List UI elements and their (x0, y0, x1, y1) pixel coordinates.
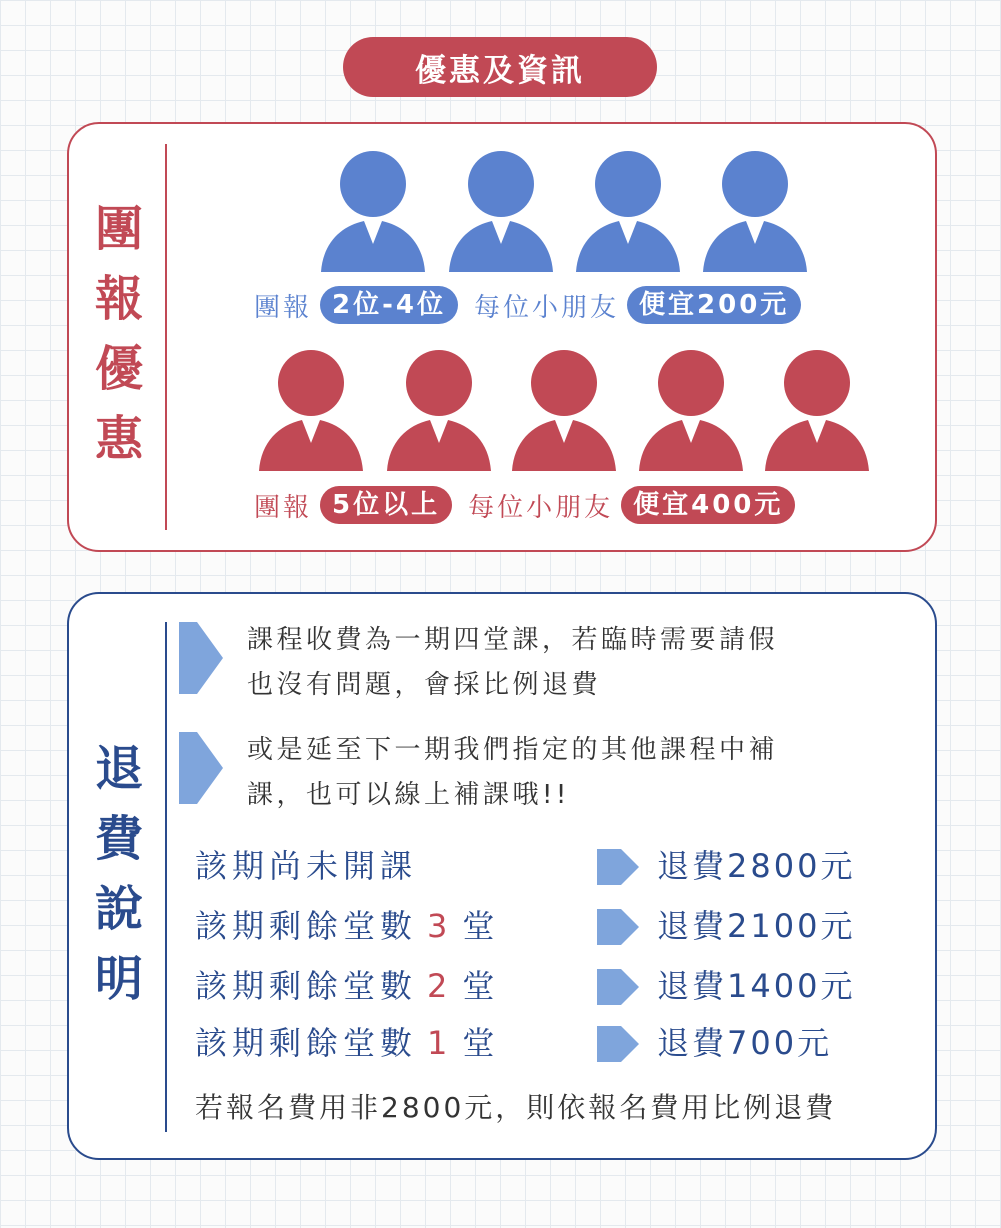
refund-condition: 該期剩餘堂數 (195, 967, 418, 1005)
refund-amount: 退費2800元 (657, 847, 856, 885)
divider-line (165, 144, 167, 530)
unit-label: 堂 (462, 967, 500, 1005)
tier2-range-badge: 5位以上 (320, 486, 452, 524)
tier1-range-badge: 2位-4位 (320, 286, 458, 324)
group-discount-card (67, 122, 937, 552)
arrow-right-icon (175, 728, 227, 808)
person-icon (510, 347, 618, 472)
refund-amount: 退費700元 (657, 1024, 833, 1062)
tier2-discount-badge: 便宜400元 (621, 486, 795, 524)
refund-note: 或是延至下一期我們指定的其他課程中補 課，也可以線上補課哦!! (175, 728, 915, 818)
refund-condition: 該期剩餘堂數 (195, 907, 418, 945)
refund-row (195, 901, 895, 951)
refund-condition: 該期剩餘堂數 (195, 1024, 418, 1062)
refund-row (195, 1018, 895, 1068)
person-icon (701, 148, 809, 273)
remaining-count: 2 (427, 967, 453, 1005)
person-icon (447, 148, 555, 273)
tier2-per-child: 每位小朋友 (468, 492, 614, 523)
refund-amount: 退費1400元 (657, 967, 856, 1005)
refund-row (195, 961, 895, 1011)
page-title: 優惠及資訊 (343, 37, 657, 97)
tier2-info (254, 485, 811, 525)
refund-note: 課程收費為一期四堂課，若臨時需要請假 也沒有問題，會採比例退費 (175, 618, 915, 708)
refund-heading: 退 費 說 明 (94, 741, 143, 1007)
refund-condition: 該期尚未開課 (195, 847, 418, 885)
arrow-right-icon (595, 907, 643, 947)
group-discount-heading: 團 報 優 惠 (94, 201, 143, 467)
refund-row (195, 841, 895, 891)
refund-policy-card (67, 592, 937, 1160)
tier1-discount-badge: 便宜200元 (627, 286, 801, 324)
person-icon (637, 347, 745, 472)
arrow-right-icon (595, 1024, 643, 1064)
arrow-right-icon (595, 847, 643, 887)
unit-label: 堂 (462, 907, 500, 945)
arrow-right-icon (595, 967, 643, 1007)
person-icon (319, 148, 427, 273)
person-icon (574, 148, 682, 273)
person-icon (385, 347, 493, 472)
tier1-label: 團報 (254, 292, 313, 323)
tier1-per-child: 每位小朋友 (474, 292, 620, 323)
divider-line (165, 622, 167, 1132)
remaining-count: 1 (427, 1024, 453, 1062)
person-icon (257, 347, 365, 472)
unit-label: 堂 (462, 1024, 500, 1062)
tier2-label: 團報 (254, 492, 313, 523)
arrow-right-icon (175, 618, 227, 698)
remaining-count: 3 (427, 907, 453, 945)
refund-footnote: 若報名費用非2800元，則依報名費用比例退費 (195, 1091, 837, 1124)
person-icon (763, 347, 871, 472)
refund-amount: 退費2100元 (657, 907, 856, 945)
tier1-info (254, 285, 817, 325)
